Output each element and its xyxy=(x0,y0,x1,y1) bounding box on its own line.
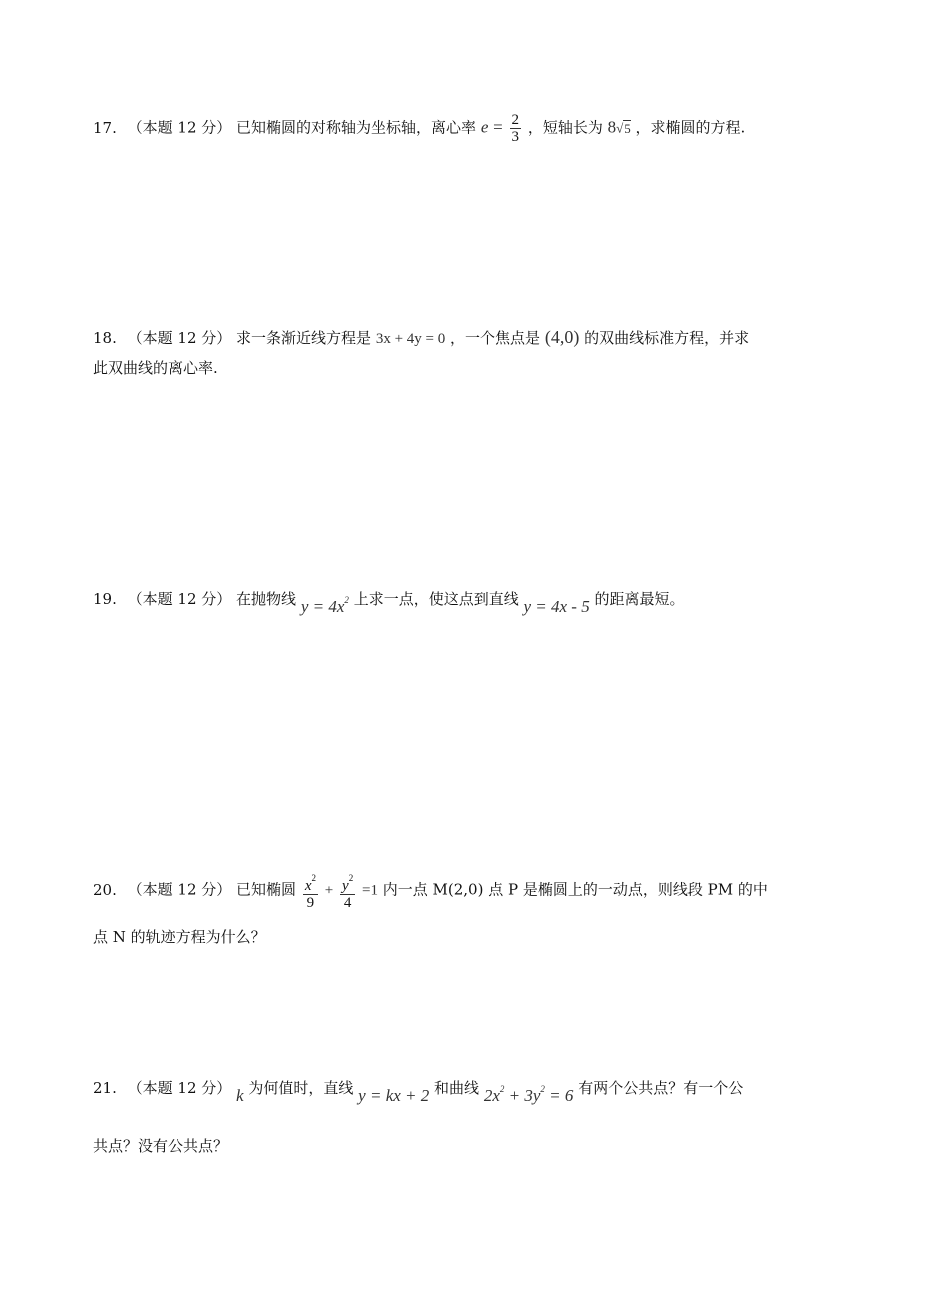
math-eight: 8 xyxy=(607,117,617,137)
fraction-denominator: 3 xyxy=(511,129,520,145)
math-e: e xyxy=(480,117,489,137)
fraction-y2-over-4 xyxy=(340,870,355,911)
question-text: 的距离最短。 xyxy=(594,590,685,608)
question-20-line2: 点 N 的轨迹方程为什么？ xyxy=(93,928,266,946)
math-line: y = 4x - 5 xyxy=(523,597,590,616)
question-18 xyxy=(93,327,863,349)
question-17 xyxy=(93,112,863,145)
math-exponent: 2 xyxy=(344,595,349,605)
var-x: x xyxy=(304,878,312,894)
question-number: 18. xyxy=(93,329,117,347)
math-curve-part: + 3y xyxy=(504,1086,541,1105)
question-text: ，短轴长为 xyxy=(527,118,603,137)
question-text: 在抛物线 xyxy=(236,590,297,608)
question-21-line2: 共点？没有公共点？ xyxy=(93,1137,229,1155)
math-exponent: 2 xyxy=(540,1084,545,1094)
question-text: 内一点 M(2,0) 点 P 是椭圆上的一动点，则线段 PM 的中 xyxy=(382,880,768,899)
math-asymptote: 3x + 4y = 0 xyxy=(375,331,446,347)
question-text: 已知椭圆 xyxy=(236,880,297,899)
question-text: 上求一点，使这点到直线 xyxy=(353,590,519,608)
math-exponent: 2 xyxy=(499,1084,505,1094)
question-number: 20. xyxy=(93,880,117,899)
fraction-denominator: 9 xyxy=(306,895,315,911)
question-text: 已知椭圆的对称轴为坐标轴，离心率 xyxy=(236,118,477,137)
var-y: y xyxy=(342,878,349,894)
math-curve-part: 2x xyxy=(483,1086,500,1105)
sqrt-icon: √ xyxy=(616,120,624,136)
math-k: k xyxy=(236,1086,244,1105)
question-18-line2: 此双曲线的离心率. xyxy=(93,359,218,377)
question-number: 19. xyxy=(93,590,117,608)
fraction-two-thirds xyxy=(510,112,522,145)
math-eq: = xyxy=(493,117,503,137)
math-parabola-base: y = 4x xyxy=(300,597,345,616)
question-21 xyxy=(93,1071,863,1105)
question-score: （本题 12 分） xyxy=(127,329,232,347)
fraction-x2-over-9 xyxy=(303,870,318,911)
math-focus: (4,0) xyxy=(544,327,580,347)
question-19 xyxy=(93,582,863,616)
question-score: （本题 12 分） xyxy=(127,1079,232,1097)
math-curve xyxy=(484,1086,574,1105)
fraction-numerator xyxy=(303,870,318,895)
question-text: 求一条渐近线方程是 xyxy=(236,329,372,347)
question-score: （本题 12 分） xyxy=(127,118,232,137)
question-text: 为何值时，直线 xyxy=(248,1079,354,1097)
math-plus: + xyxy=(324,882,334,899)
fraction-denominator: 4 xyxy=(343,895,352,911)
question-text: 有两个公共点？有一个公 xyxy=(578,1079,744,1097)
math-curve-part: = 6 xyxy=(544,1086,574,1105)
question-score: （本题 12 分） xyxy=(127,590,232,608)
math-five: 5 xyxy=(624,120,631,136)
question-number: 17. xyxy=(93,118,117,137)
question-number: 21. xyxy=(93,1079,117,1097)
question-text: 和曲线 xyxy=(434,1079,480,1097)
question-text: 的双曲线标准方程，并求 xyxy=(584,329,750,347)
question-text: ，一个焦点是 xyxy=(450,329,541,347)
math-equals-one: =1 xyxy=(362,882,378,899)
math-parabola xyxy=(301,597,349,616)
math-line: y = kx + 2 xyxy=(358,1086,430,1105)
math-exponent: 2 xyxy=(311,873,317,883)
math-exponent: 2 xyxy=(348,873,354,883)
question-score: （本题 12 分） xyxy=(127,880,232,899)
fraction-numerator: 2 xyxy=(511,112,520,128)
question-20 xyxy=(93,870,863,911)
fraction-numerator xyxy=(340,870,355,895)
question-text: ，求椭圆的方程. xyxy=(635,118,746,137)
